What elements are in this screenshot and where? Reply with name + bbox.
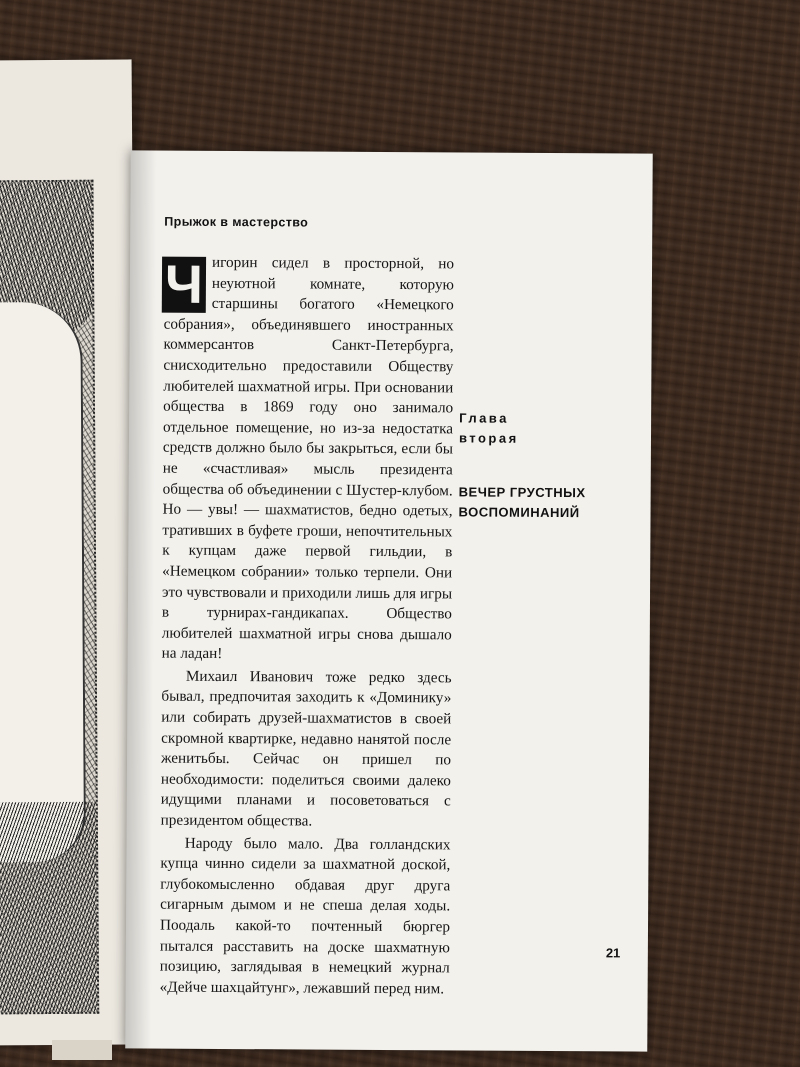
book-cover-edge [52,1040,112,1060]
chapter-title-line2: ВОСПОМИНАНИЙ [458,504,580,521]
book-page [125,150,652,1051]
illustration-face [0,302,86,863]
page-number: 21 [605,945,621,961]
gutter-shadow [125,150,156,1048]
chapter-title [458,482,628,523]
paragraph-1-text: игорин сидел в просторной, но неуютной комнате, которую старшины богатого «Немецкого собрания», объединявшего иностранных коммерсантов Санкт-Петербурга, снисходительно предоставили Обществу любителей шахматной игры. При основании общества в 1869 году оно занимало отдельное помещение, но из-за недостатка средств должно было бы закрыться, если бы не «счастливая» мысль президента общества об объединении с Шустер-клубом. Но — увы! — шахматистов, бедно одетых, тративших в буфете гроши, непочтительных к купцам даже первой гильдии, в «Немецком собрании» только терпели. Они это чувствовали и приходили лишь для игры в турнирах-гандикапах. Общество любителей шахматной игры снова дышало на ладан! [161,253,455,663]
chapter-title-line1: ВЕЧЕР ГРУСТНЫХ [458,484,586,501]
chapter-label-line1: Глава [459,410,509,426]
running-head: Прыжок в мастерство [164,214,309,230]
paragraph-2: Михаил Иванович тоже редко здесь бывал, предпочитая заходить к «Доминику» или собирать друзей-шахматистов в своей скромной квартирке, недавно нанятой после женитьбы. Сейчас он пришел по необходимости: поделиться своими далеко идущими планами и посоветоваться с президентом общества. [160,667,452,830]
chapter-label [459,408,519,448]
illustration-beard [0,802,99,1015]
paragraph-3: Народу было мало. Два голландских купца чинно сидели за шахматной доской, глубокомысленно обдавая друг друга сигарным дымом и не спеша делая ходы. Поодаль какой-то почтенный бюргер пытался расставить на доске шахматную позицию, заглядывая в немецкий журнал «Дейче шахцайтунг», лежавший перед ним. [159,834,451,998]
portrait-illustration [0,180,99,1015]
drop-cap: Ч [162,257,206,313]
body-text [160,253,455,1000]
paragraph-1 [162,253,455,667]
left-page [0,59,138,1045]
chapter-label-line2: вторая [458,430,519,446]
